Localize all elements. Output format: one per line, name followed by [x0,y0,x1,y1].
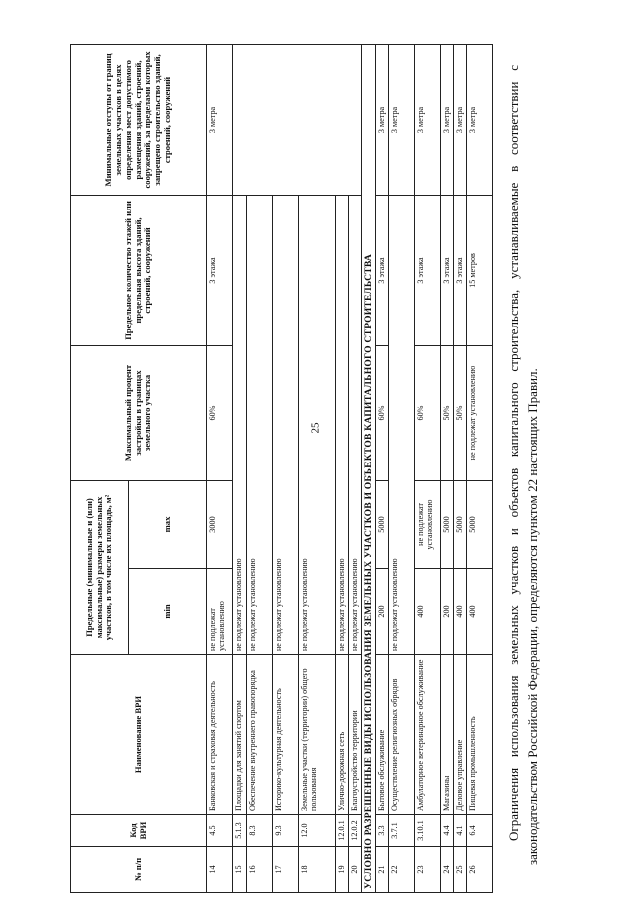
cell-num: 15 [233,847,247,893]
cell-percent: 50% [441,345,454,480]
cell-name: Обеспечение внутреннего правопорядка [247,655,273,815]
footnote-paragraph: Ограничения использования земельных участков и объектов капитального строительства, устанавливаемые в соответствии с законодательством Российской Федерации, определяются пунктом 22 настоящих Правил. [506,65,540,865]
section-row [362,44,376,892]
cell-merged: не подлежат установлению [336,195,349,654]
cell-name: Деловое управление [454,655,467,815]
cell-num: 17 [273,847,299,893]
cell-code: 12.0 [299,815,336,847]
cell-num: 26 [467,847,493,893]
cell-num: 24 [441,847,454,893]
cell-max: 5000 [376,480,389,568]
cell-min: 200 [376,569,389,655]
cell-code: 3.7.1 [389,815,415,847]
cell-percent: 60% [207,345,233,480]
cell-percent: 50% [454,345,467,480]
cell-setback: 3 метра [441,44,454,195]
vri-table [70,44,493,893]
cell-min: не подлежат установлению [207,569,233,655]
header-code: Код ВРИ [71,815,207,847]
cell-min: 400 [415,569,441,655]
cell-code: 6.4 [467,815,493,847]
cell-min: 400 [467,569,493,655]
cell-floors: 3 этажа [454,195,467,345]
cell-num: 18 [299,847,336,893]
cell-setback: 3 метра [389,44,415,195]
cell-merged: не подлежат установлению [273,195,299,654]
cell-merged: не подлежат установлению [299,195,336,654]
table-row [467,44,493,892]
cell-max: 5000 [467,480,493,568]
cell-code: 12.0.2 [349,815,362,847]
cell-percent: 60% [415,345,441,480]
cell-max: 3000 [207,480,233,568]
table-row [454,44,467,892]
header-min: min [129,569,207,655]
cell-code: 3.10.1 [415,815,441,847]
cell-code: 9.3 [273,815,299,847]
cell-floors: 3 этажа [441,195,454,345]
table-row [207,44,233,892]
cell-floors: 3 этажа [207,195,233,345]
cell-setback: 3 метра [376,44,389,195]
cell-name: Пищевая промышленность [467,655,493,815]
cell-name: Благоустройство территории [349,655,362,815]
cell-code: 4.4 [441,815,454,847]
cell-name: Земельные участки (территории) общего пользования [299,655,336,815]
header-name: Наименование ВРИ [71,655,207,815]
cell-merged: не подлежат установлению [389,195,415,654]
table-row [389,44,415,892]
cell-num: 22 [389,847,415,893]
cell-code: 4.1 [454,815,467,847]
cell-name: Историко-культурная деятельность [273,655,299,815]
cell-num: 21 [376,847,389,893]
cell-percent: не подлежат установлению [467,345,493,480]
cell-setback: 3 метра [467,44,493,195]
cell-name: Осуществление религиозных обрядов [389,655,415,815]
cell-max: 5000 [441,480,454,568]
cell-num: 20 [349,847,362,893]
header-max: max [129,480,207,568]
cell-merged: не подлежат установлению [247,195,273,654]
header-floors: Предельное количество этажей или предельная высота зданий, строений, сооружений [71,195,207,345]
cell-code: 3.3 [376,815,389,847]
cell-num: 14 [207,847,233,893]
cell-floors: 3 этажа [376,195,389,345]
table-row [376,44,389,892]
cell-merged: не подлежат установлению [349,195,362,654]
cell-code: 8.3 [247,815,273,847]
cell-num: 16 [247,847,273,893]
cell-code: 4.5 [207,815,233,847]
cell-percent: 60% [376,345,389,480]
cell-name: Банковская и страховая деятельность [207,655,233,815]
cell-num: 25 [454,847,467,893]
cell-name: Магазины [441,655,454,815]
header-num: № п/п [71,847,207,893]
cell-code: 12.0.1 [336,815,349,847]
cell-min: 200 [441,569,454,655]
cell-floors: 15 метров [467,195,493,345]
cell-num: 19 [336,847,349,893]
table-row [233,44,247,892]
cell-merged: не подлежат установлению [233,195,247,654]
section-title: УСЛОВНО РАЗРЕШЕННЫЕ ВИДЫ ИСПОЛЬЗОВАНИЯ ЗЕМЕЛЬНЫХ УЧАСТКОВ И ОБЪЕКТОВ КАПИТАЛЬНОГО СТРОИТЕЛЬСТВА [362,44,376,892]
cell-floors: 3 этажа [415,195,441,345]
header-size: Предельные (минимальные и (или) максимальные) размеры земельных участков, в том числе их площадь, м² [71,480,129,654]
cell-setback-empty [233,44,362,195]
cell-code: 5.1.3 [233,815,247,847]
cell-name: Амбулаторное ветеринарное обслуживание [415,655,441,815]
cell-min: 400 [454,569,467,655]
header-setback: Минимальные отступы от границ земельных участков в целях определения мест допустимого размещения зданий, строений, сооружений, за пределами которых запрещено строительство зданий, строений, сооружений [71,44,207,195]
cell-setback: 3 метра [207,44,233,195]
cell-setback: 3 метра [415,44,441,195]
cell-max: 5000 [454,480,467,568]
cell-name: Бытовое обслуживание [376,655,389,815]
header-percent: Максимальный процент застройки в границах земельного участка [71,345,207,480]
cell-name: Площадки для занятий спортом [233,655,247,815]
cell-setback: 3 метра [454,44,467,195]
page-number: 25 [309,422,322,434]
table-row [415,44,441,892]
cell-max: не подлежат установлению [415,480,441,568]
table-row [441,44,454,892]
cell-name: Улично-дорожная сеть [336,655,349,815]
cell-num: 23 [415,847,441,893]
